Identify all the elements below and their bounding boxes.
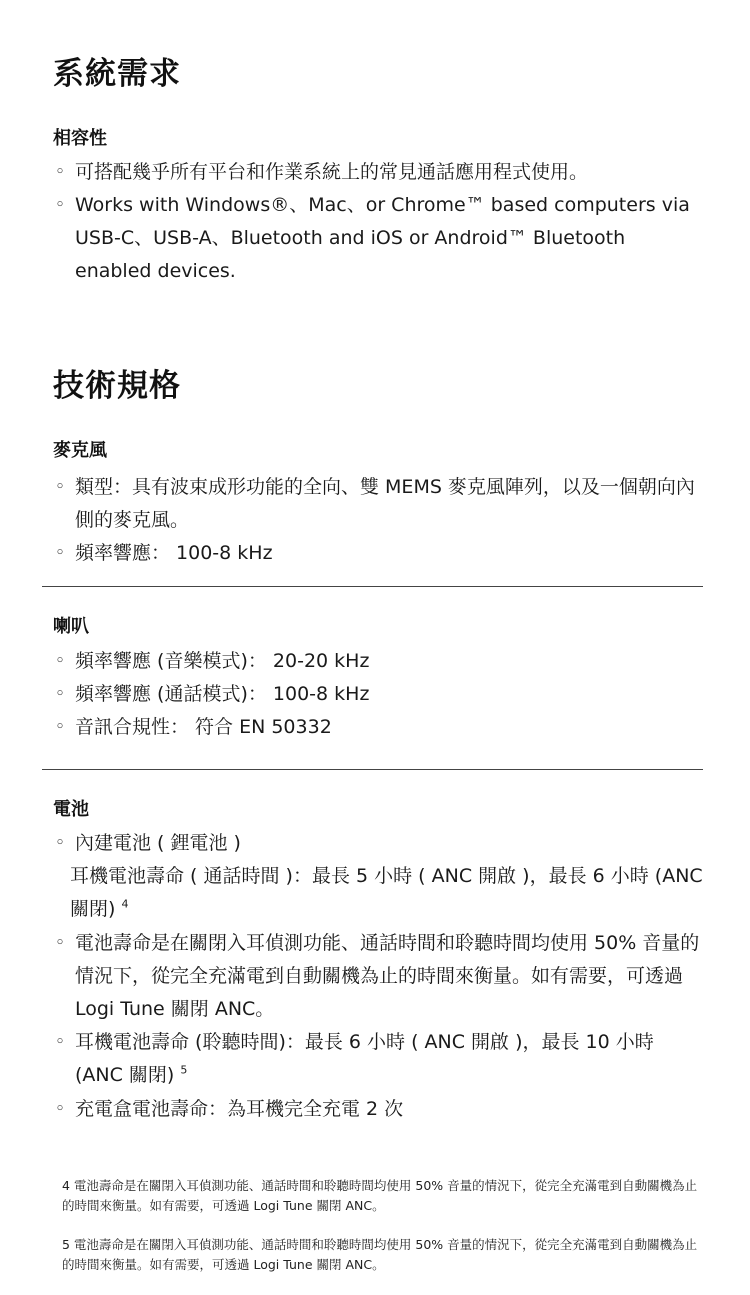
bullet-icon: ◦ — [55, 717, 66, 737]
bullet-icon: ◦ — [55, 651, 66, 671]
list-item — [55, 711, 705, 744]
bullet-icon: ◦ — [55, 684, 66, 704]
list-item — [55, 678, 705, 711]
bullet-icon: ◦ — [55, 933, 66, 953]
footnote: 5 電池壽命是在關閉入耳偵測功能、通話時間和聆聽時間均使用 50% 音量的情況下，從完全充滿電到自動關機為止的時間來衡量。如有需要，可透過 Logi Tune 關閉 ANC。 — [62, 1237, 698, 1272]
list-item — [55, 927, 705, 1026]
subheading-compatibility: 相容性 — [53, 128, 107, 149]
section-title-tech-specs: 技術規格 — [53, 368, 181, 404]
list-item — [55, 1093, 705, 1126]
list-item-text: 頻率響應 (通話模式)： 100-8 kHz — [75, 683, 370, 705]
footnote: 4 電池壽命是在關閉入耳偵測功能、通話時間和聆聽時間均使用 50% 音量的情況下，從完全充滿電到自動關機為止的時間來衡量。如有需要，可透過 Logi Tune 關閉 ANC。 — [62, 1178, 698, 1213]
list-item — [55, 189, 705, 288]
divider — [42, 586, 703, 587]
list-item-text: Works with Windows®、Mac、or Chrome™ based computers via USB-C、USB-A、Bluetooth and iOS or Android™ Bluetooth enabled devices. — [75, 194, 690, 282]
footnote-ref: 5 — [180, 1063, 188, 1077]
bullet-icon: ◦ — [55, 1032, 66, 1052]
list-item-text: 充電盒電池壽命：為耳機完全充電 2 次 — [75, 1098, 404, 1120]
subheading-speaker: 喇叭 — [53, 616, 89, 637]
list-item — [55, 471, 705, 537]
bullet-icon: ◦ — [55, 477, 66, 497]
list-item-text: 內建電池 ( 鋰電池 ) — [75, 832, 241, 854]
list-item-text: 電池壽命是在關閉入耳偵測功能、通話時間和聆聽時間均使用 50% 音量的情況下，從完全充滿電到自動關機為止的時間來衡量。如有需要，可透過 Logi Tune 關閉 ANC。 — [75, 932, 700, 1020]
bullet-icon: ◦ — [55, 195, 66, 215]
bullet-icon: ◦ — [55, 1099, 66, 1119]
list-item-subtext: 耳機電池壽命 ( 通話時間 )：最長 5 小時 ( ANC 開啟 )，最長 6 小時 (ANC 關閉) $^4$ — [70, 865, 703, 920]
list-item — [55, 827, 705, 926]
section-title-system-requirements: 系統需求 — [53, 56, 181, 92]
subheading-microphone: 麥克風 — [53, 440, 107, 461]
list-item — [55, 537, 705, 570]
list-item-text: 頻率響應 (音樂模式)： 20-20 kHz — [75, 650, 370, 672]
list-item — [55, 645, 705, 678]
bullet-icon: ◦ — [55, 162, 66, 182]
list-item — [55, 1026, 705, 1092]
list-item-text: 耳機電池壽命 (聆聽時間)：最長 6 小時 ( ANC 開啟 )，最長 10 小時 (ANC 關閉) $^5$ — [75, 1031, 654, 1086]
footnote-ref: 4 — [121, 897, 129, 911]
list-item-text: 可搭配幾乎所有平台和作業系統上的常見通話應用程式使用。 — [75, 161, 589, 183]
bullet-icon: ◦ — [55, 833, 66, 853]
list-item-text: 音訊合規性： 符合 EN 50332 — [75, 716, 332, 738]
list-item — [55, 156, 705, 189]
divider — [42, 769, 703, 770]
list-item-text: 類型：具有波束成形功能的全向、雙 MEMS 麥克風陣列，以及一個朝向內側的麥克風。 — [75, 476, 695, 531]
subheading-battery: 電池 — [53, 799, 89, 820]
bullet-icon: ◦ — [55, 543, 66, 563]
list-item-text: 頻率響應： 100-8 kHz — [75, 542, 273, 564]
